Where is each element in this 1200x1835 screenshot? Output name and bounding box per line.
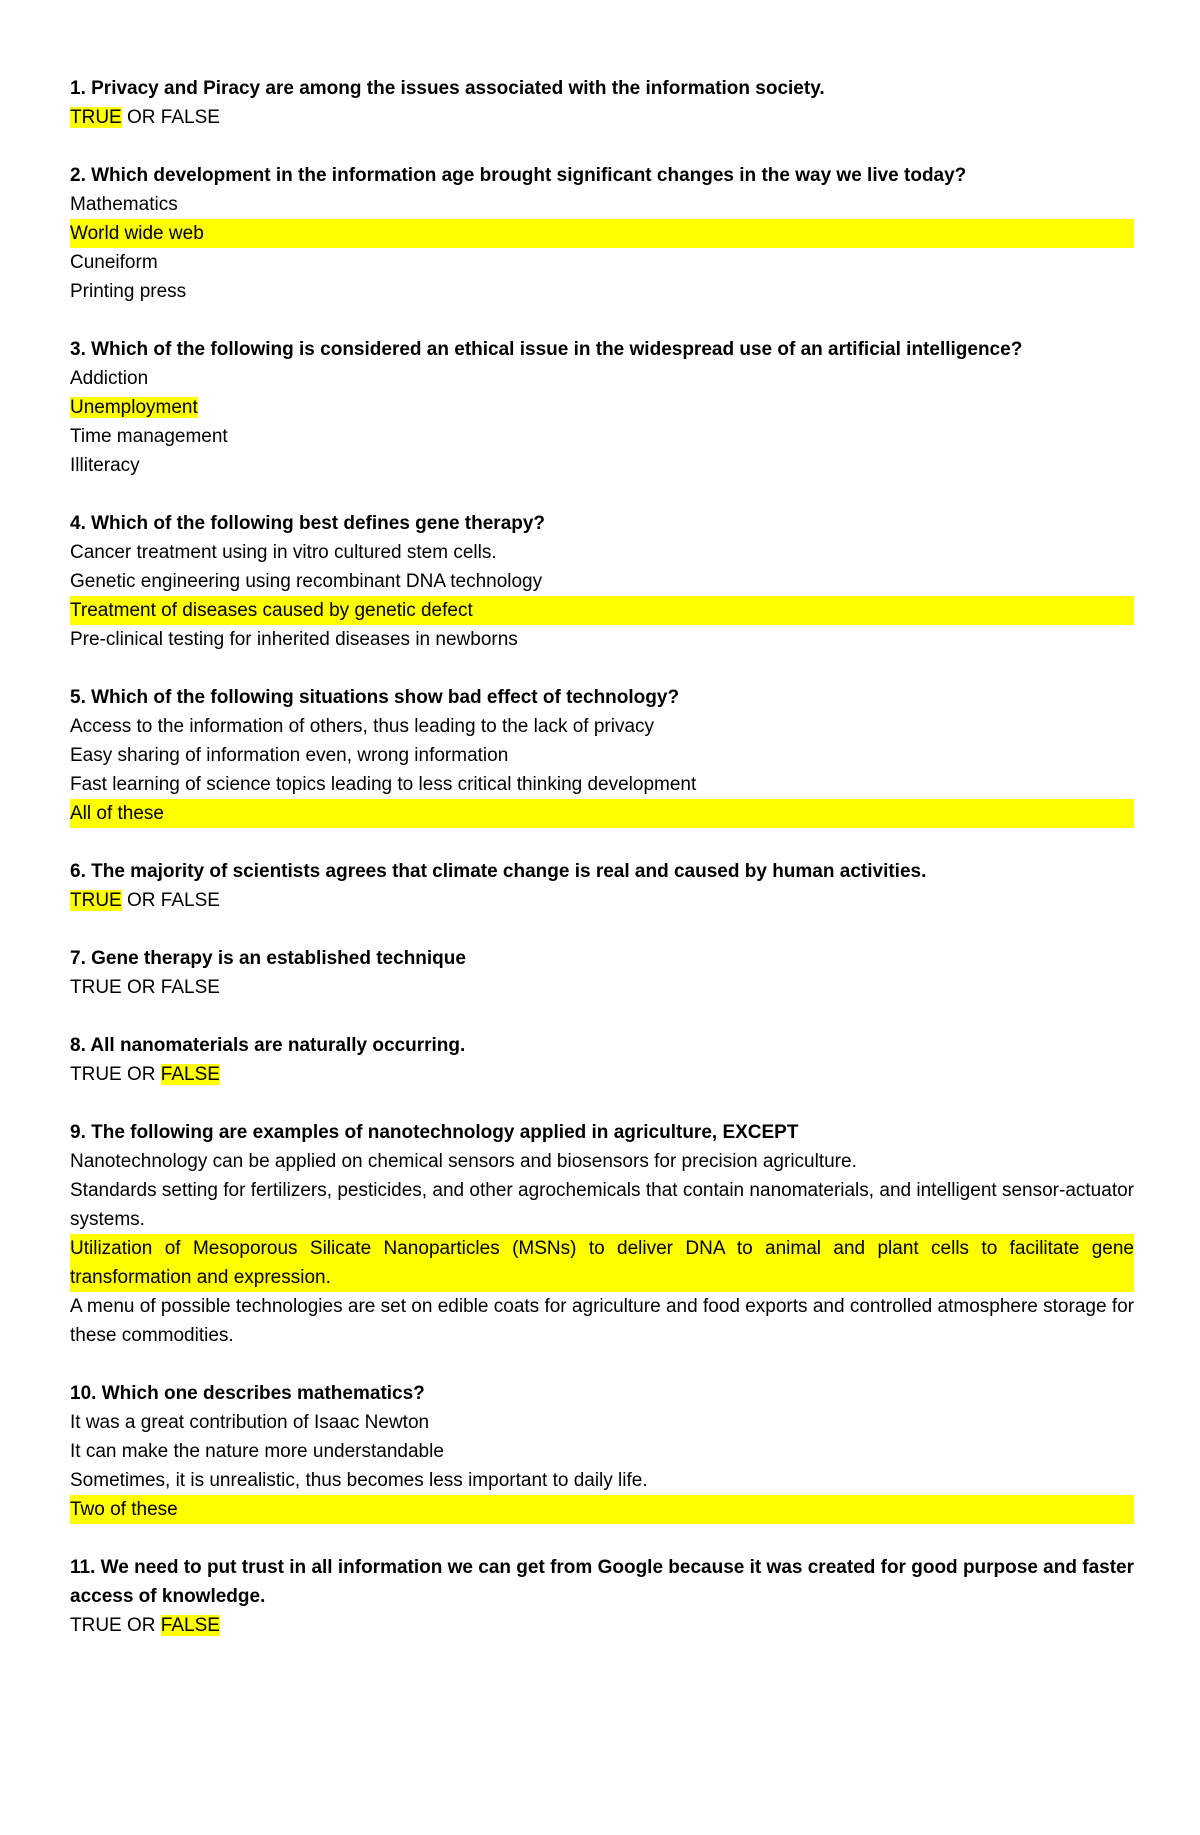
option: A menu of possible technologies are set on edible coats for agriculture and food exports and controlled atmosphere storage for these commodities. — [70, 1296, 1134, 1346]
option: Cancer treatment using in vitro cultured stem cells. — [70, 542, 497, 563]
option: Printing press — [70, 281, 187, 302]
true-label: TRUE — [70, 1064, 122, 1085]
option-correct: Utilization of Mesoporous Silicate Nanoparticles (MSNs) to deliver DNA to animal and plant cells to facilitate gene transformation and expression. — [70, 1234, 1134, 1292]
false-label: FALSE — [160, 890, 220, 911]
question-title: 4. Which of the following best defines gene therapy? — [70, 513, 546, 534]
option: It was a great contribution of Isaac Newton — [70, 1412, 430, 1433]
option: Pre-clinical testing for inherited diseases in newborns — [70, 629, 518, 650]
option: Cuneiform — [70, 252, 158, 273]
true-false-answer — [70, 1060, 1134, 1089]
option: Genetic engineering using recombinant DNA technology — [70, 571, 543, 592]
question-title: 6. The majority of scientists agrees that climate change is real and caused by human activities. — [70, 861, 927, 882]
option: Access to the information of others, thus leading to the lack of privacy — [70, 716, 655, 737]
option: It can make the nature more understandable — [70, 1441, 444, 1462]
option: Standards setting for fertilizers, pesticides, and other agrochemicals that contain nanomaterials, and intelligent sensor-actuator systems. — [70, 1180, 1134, 1230]
option-correct: World wide web — [70, 219, 1134, 248]
question-title: 3. Which of the following is considered an ethical issue in the widespread use of an artificial intelligence? — [70, 339, 1023, 360]
true-label: TRUE — [70, 107, 122, 128]
or-label: OR — [121, 890, 161, 911]
option: Nanotechnology can be applied on chemical sensors and biosensors for precision agriculture. — [70, 1151, 857, 1172]
true-false-answer — [70, 973, 1134, 1002]
question-11 — [70, 1553, 1134, 1640]
option: Addiction — [70, 368, 149, 389]
option: Easy sharing of information even, wrong information — [70, 745, 509, 766]
question-6 — [70, 857, 1134, 915]
option: Sometimes, it is unrealistic, thus becomes less important to daily life. — [70, 1470, 648, 1491]
option: Time management — [70, 426, 228, 447]
question-9 — [70, 1118, 1134, 1350]
option: Mathematics — [70, 194, 178, 215]
or-label: OR — [121, 1064, 161, 1085]
true-false-answer — [70, 886, 1134, 915]
question-title: 10. Which one describes mathematics? — [70, 1383, 425, 1404]
question-title: 8. All nanomaterials are naturally occurring. — [70, 1035, 466, 1056]
question-10 — [70, 1379, 1134, 1524]
or-label: OR — [121, 107, 161, 128]
option-correct: Two of these — [70, 1495, 1134, 1524]
true-label: TRUE — [70, 1615, 122, 1636]
question-2 — [70, 161, 1134, 306]
true-label: TRUE — [70, 977, 122, 998]
question-title: 7. Gene therapy is an established technique — [70, 948, 466, 969]
question-7 — [70, 944, 1134, 1002]
option-correct: All of these — [70, 799, 1134, 828]
true-false-answer — [70, 1611, 1134, 1640]
false-label: FALSE — [160, 977, 220, 998]
false-label: FALSE — [160, 1064, 220, 1085]
option-correct-text: Unemployment — [70, 397, 198, 418]
option: Illiteracy — [70, 455, 140, 476]
true-label: TRUE — [70, 890, 122, 911]
question-title: 2. Which development in the information age brought significant changes in the way we live today? — [70, 165, 967, 186]
option: Fast learning of science topics leading to less critical thinking development — [70, 774, 697, 795]
question-title: 1. Privacy and Piracy are among the issues associated with the information society. — [70, 78, 825, 99]
question-3 — [70, 335, 1134, 480]
true-false-answer — [70, 103, 1134, 132]
option-correct — [70, 393, 1134, 422]
question-title: 11. We need to put trust in all information we can get from Google because it was created for good purpose and faster access of knowledge. — [70, 1557, 1134, 1607]
or-label: OR — [121, 1615, 161, 1636]
false-label: FALSE — [160, 107, 220, 128]
question-5 — [70, 683, 1134, 828]
question-8 — [70, 1031, 1134, 1089]
question-1 — [70, 74, 1134, 132]
question-4 — [70, 509, 1134, 654]
question-title: 5. Which of the following situations show bad effect of technology? — [70, 687, 680, 708]
option-correct: Treatment of diseases caused by genetic defect — [70, 596, 1134, 625]
or-label: OR — [121, 977, 161, 998]
false-label: FALSE — [160, 1615, 220, 1636]
question-title: 9. The following are examples of nanotechnology applied in agriculture, EXCEPT — [70, 1122, 799, 1143]
